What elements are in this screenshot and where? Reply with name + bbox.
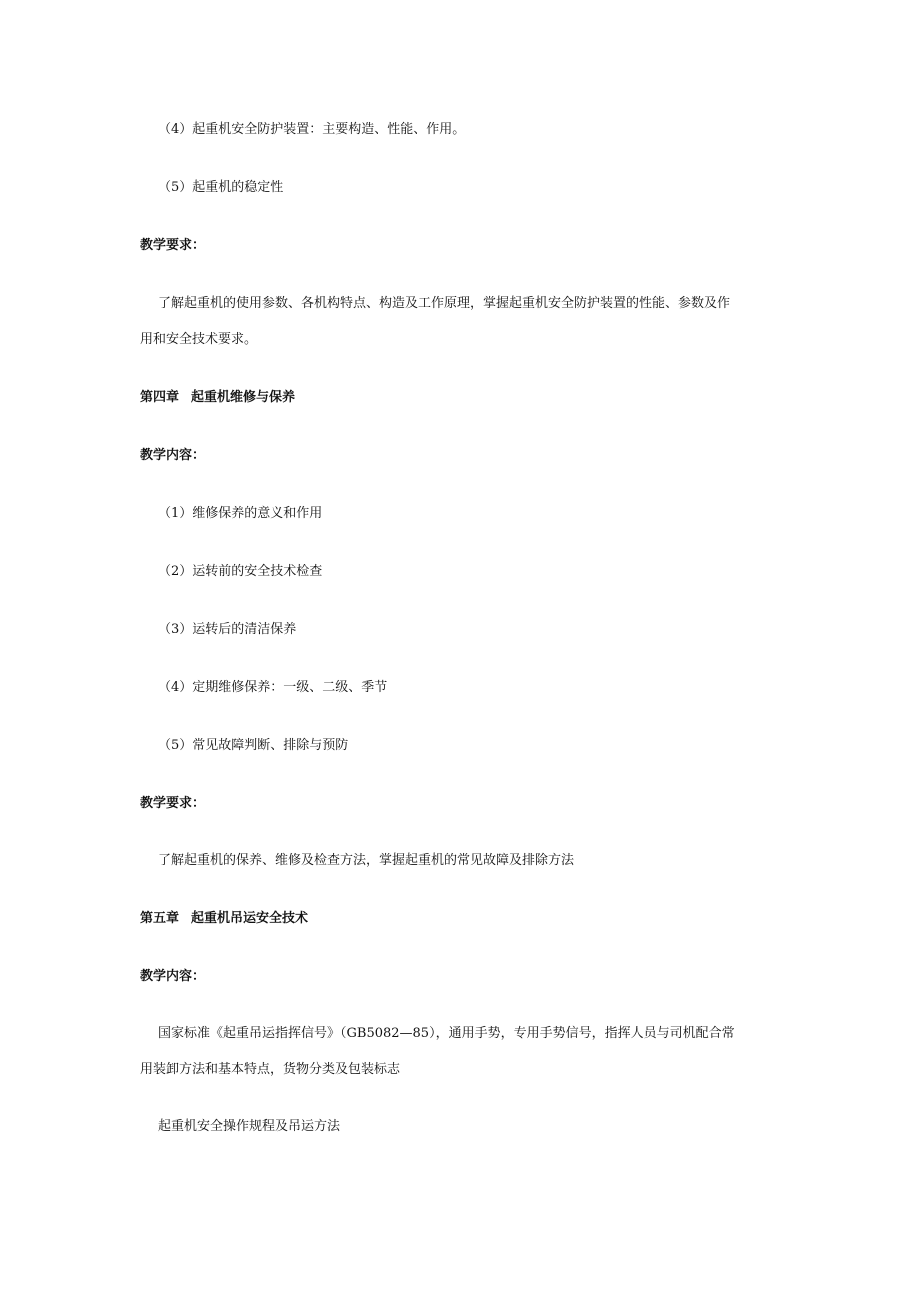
chapter4-content-heading: 教学内容：: [140, 448, 206, 463]
chapter5-content-line-2: 用装卸方法和基本特点，货物分类及包装标志: [140, 1062, 401, 1077]
chapter5-heading: [140, 910, 308, 928]
chapter3-requirements-heading: 教学要求：: [140, 238, 206, 253]
chapter4-number: 第四章: [140, 390, 180, 405]
chapter4-title: 起重机维修与保养: [191, 390, 296, 405]
chapter4-item-4: （4）定期维修保养：一级、二级、季节: [158, 680, 388, 695]
chapter3-requirements-line-1: 了解起重机的使用参数、各机构特点、构造及工作原理，掌握起重机安全防护装置的性能、参数及作: [158, 296, 731, 311]
chapter4-heading: [140, 389, 295, 407]
chapter4-requirements-line-1: 了解起重机的保养、维修及检查方法，掌握起重机的常见故障及排除方法: [158, 853, 575, 868]
chapter5-content-heading: 教学内容：: [140, 969, 206, 984]
chapter3-item-5: （5）起重机的稳定性: [158, 180, 284, 195]
chapter3-requirements-line-2: 用和安全技术要求。: [140, 332, 258, 347]
chapter5-title: 起重机吊运安全技术: [191, 911, 309, 926]
chapter4-requirements-heading: 教学要求：: [140, 796, 206, 811]
chapter3-item-4: （4）起重机安全防护装置：主要构造、性能、作用。: [158, 122, 466, 137]
chapter4-item-5: （5）常见故障判断、排除与预防: [158, 738, 349, 753]
chapter5-number: 第五章: [140, 911, 180, 926]
chapter4-item-2: （2）运转前的安全技术检查: [158, 564, 323, 579]
chapter5-content-line-1: 国家标准《起重吊运指挥信号》（GB5082—85），通用手势，专用手势信号，指挥人员与司机配合常: [158, 1026, 735, 1041]
chapter5-content-line-3: 起重机安全操作规程及吊运方法: [158, 1119, 341, 1134]
chapter4-item-1: （1）维修保养的意义和作用: [158, 506, 323, 521]
chapter4-item-3: （3）运转后的清洁保养: [158, 622, 297, 637]
